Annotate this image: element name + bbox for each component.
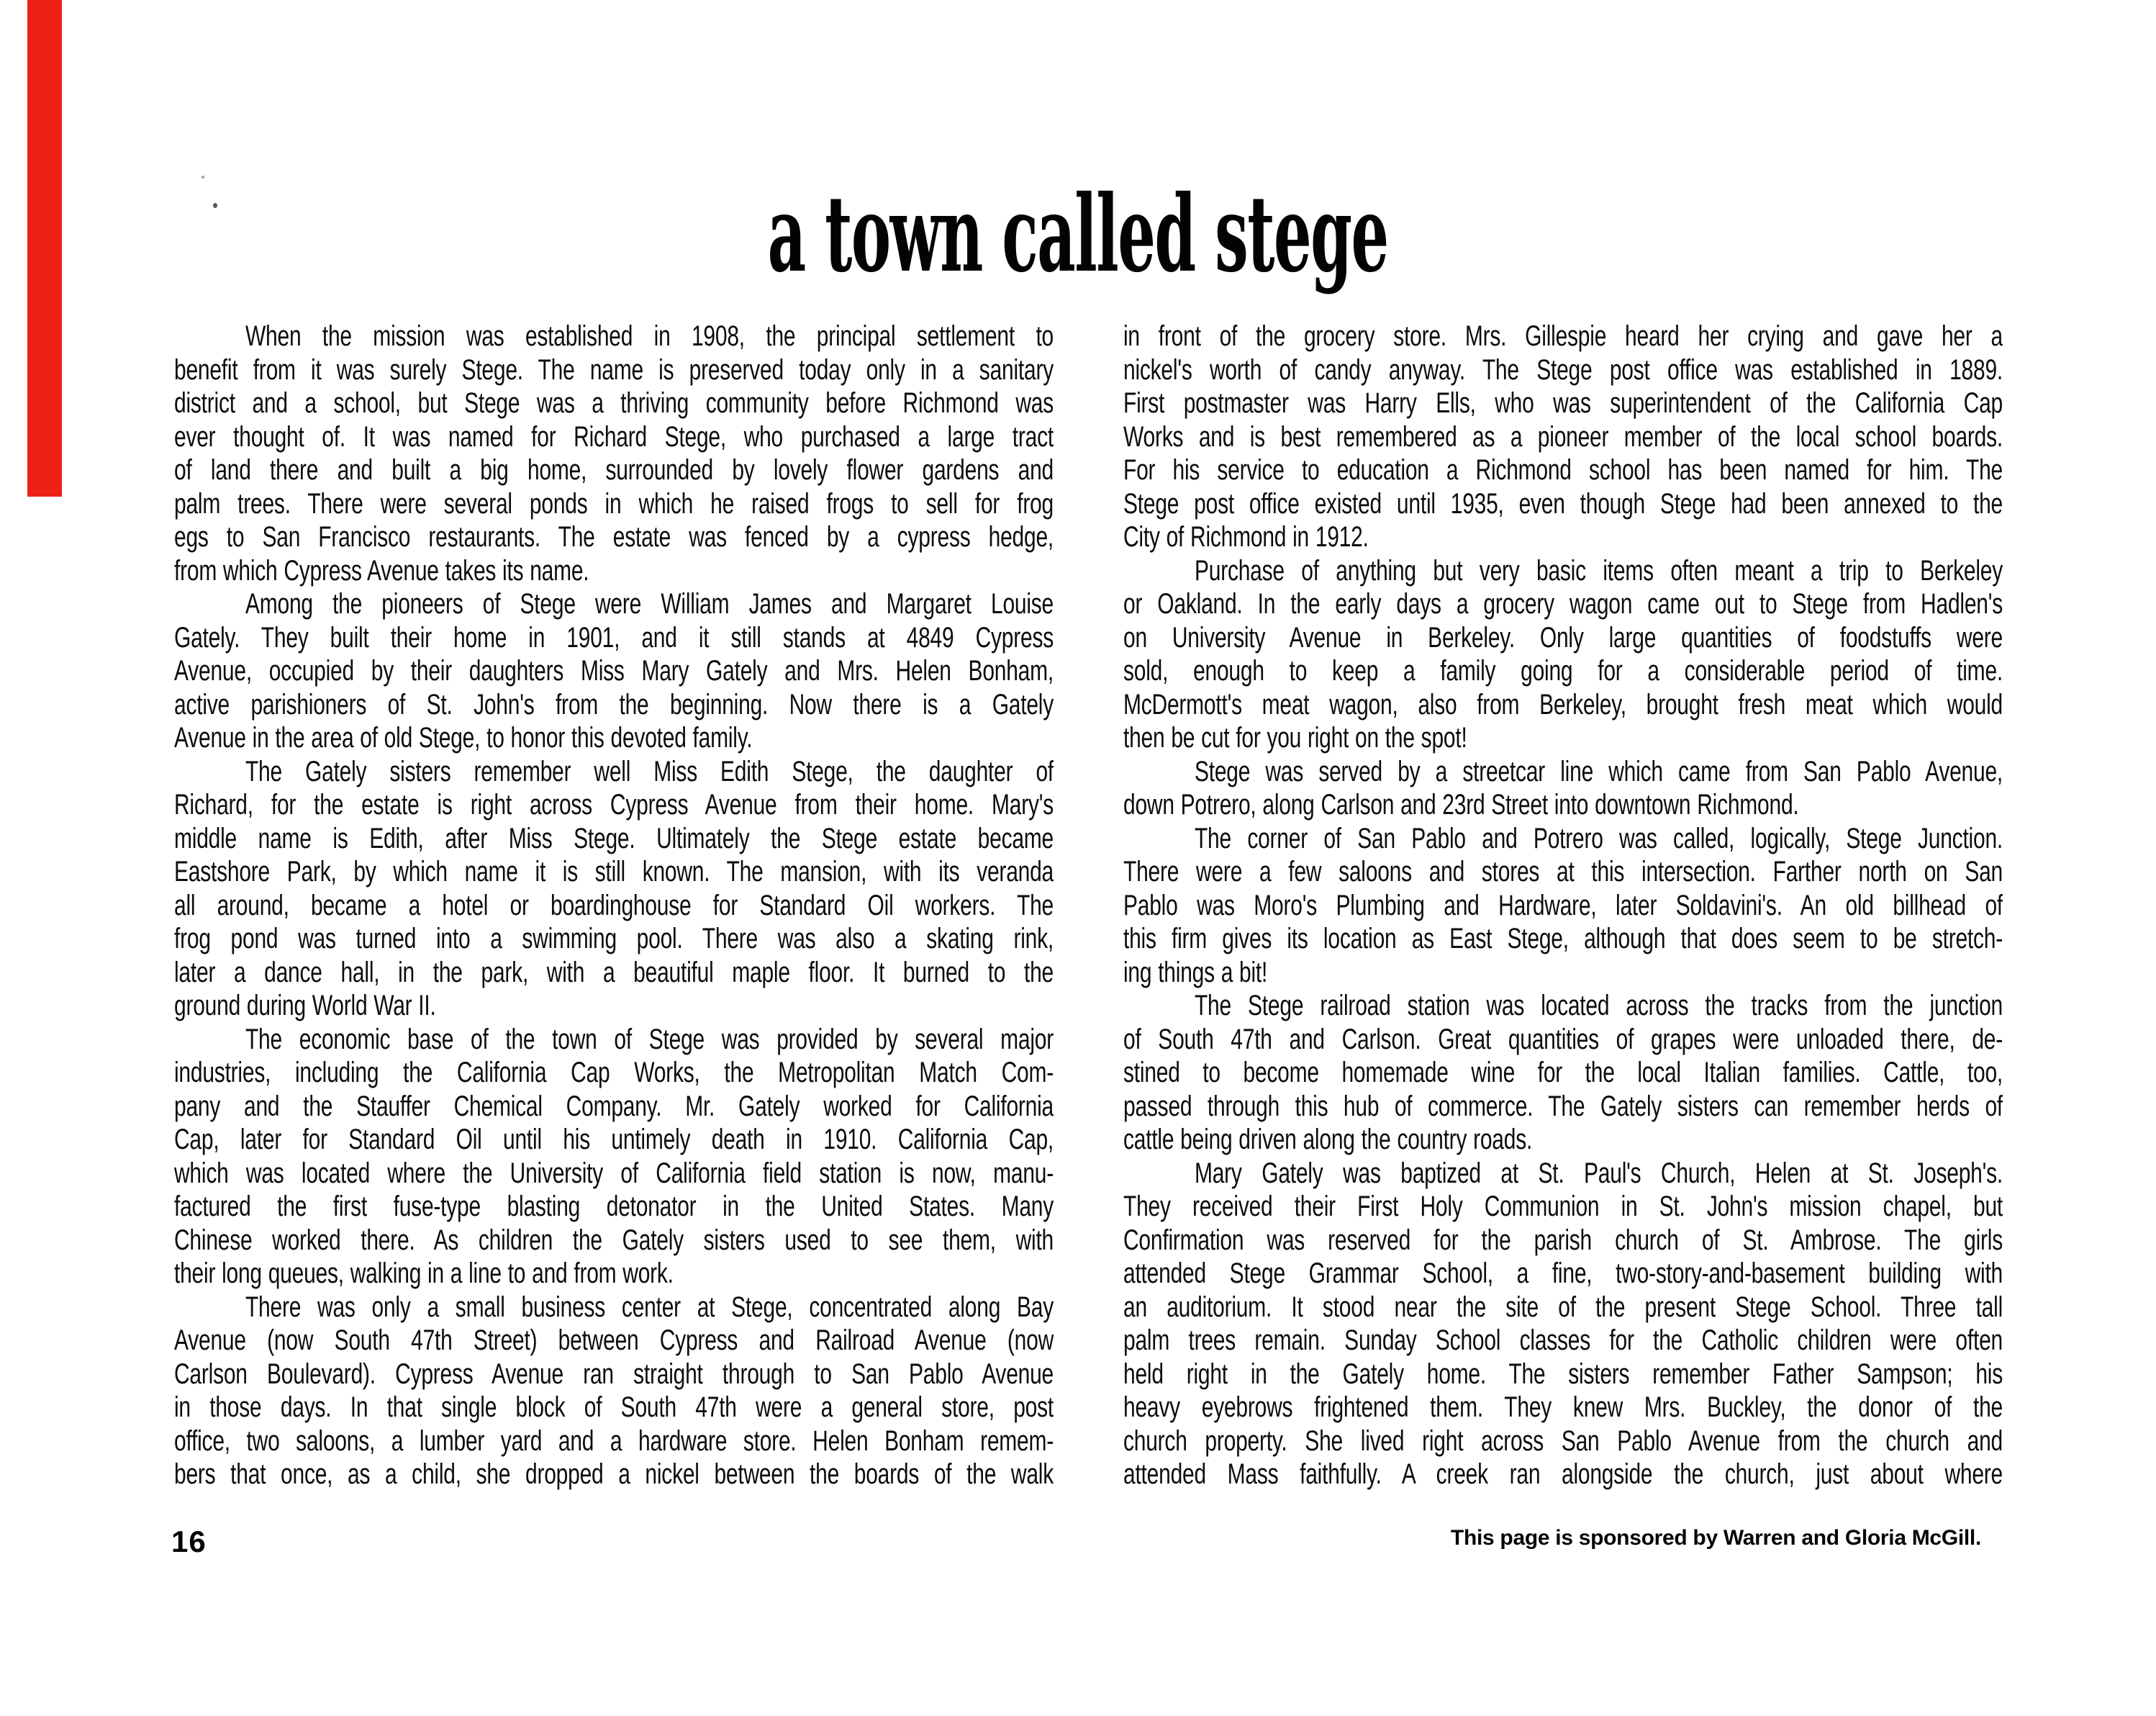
page-number: 16: [171, 1525, 207, 1558]
text-line: middle name is Edith, after Miss Stege. Ultimately the Stege estate became: [174, 822, 1054, 854]
text-line: Carlson Boulevard). Cypress Avenue ran straight through to San Pablo Avenue: [174, 1358, 1054, 1390]
text-line: passed through this hub of commerce. The Gately sisters can remember herds of: [1123, 1090, 2003, 1122]
text-line: down Potrero, along Carlson and 23rd Street into downtown Richmond.: [1123, 789, 1799, 821]
text-line: in front of the grocery store. Mrs. Gillespie heard her crying and gave her a: [1123, 320, 2003, 352]
text-line: attended Stege Grammar School, a fine, two-story-and-basement building with: [1123, 1257, 2003, 1289]
text-line: Gately. They built their home in 1901, and it still stands at 4849 Cypress: [174, 621, 1054, 654]
text-line: sold, enough to keep a family going for a considerable period of time.: [1123, 655, 2003, 687]
text-line: First postmaster was Harry Ells, who was superintendent of the California Cap: [1123, 387, 2003, 419]
text-line: ing things a bit!: [1123, 956, 1268, 988]
text-line: frog pond was turned into a swimming pool. There was also a skating rink,: [174, 923, 1054, 954]
text-line: held right in the Gately home. The sisters remember Father Sampson; his: [1123, 1358, 2003, 1390]
text-line: all around, became a hotel or boardinghouse for Standard Oil workers. The: [174, 889, 1054, 921]
text-line: The Stege railroad station was located across the tracks from the junction: [1194, 990, 2003, 1021]
text-line: this firm gives its location as East Stege, although that does seem to be stretch-: [1123, 923, 2003, 954]
text-line: of land there and built a big home, surrounded by lovely flower gardens and: [174, 454, 1054, 486]
text-line: church property. She lived right across San Pablo Avenue from the church and: [1123, 1424, 2003, 1457]
text-line: industries, including the California Cap Works, the Metropolitan Match Com-: [174, 1057, 1054, 1088]
text-line: Works and is best remembered as a pioneer member of the local school boards.: [1123, 420, 2003, 453]
text-line: cattle being driven along the country roads.: [1123, 1124, 1533, 1155]
text-line: Purchase of anything but very basic items often meant a trip to Berkeley: [1194, 554, 2003, 587]
text-line: benefit from it was surely Stege. The name is preserved today only in a sanitary: [174, 353, 1054, 386]
text-line: from which Cypress Avenue takes its name.: [174, 554, 589, 587]
text-line: an auditorium. It stood near the site of the present Stege School. Three tall: [1123, 1291, 2003, 1323]
text-line: Eastshore Park, by which name it is still known. The mansion, with its veranda: [174, 856, 1054, 888]
text-line: nickel's worth of candy anyway. The Stege post office was established in 1889.: [1123, 353, 2003, 386]
text-line: Stege was served by a streetcar line which came from San Pablo Avenue,: [1194, 755, 2003, 787]
text-line: There were a few saloons and stores at this intersection. Farther north on San: [1123, 856, 2003, 888]
text-line: factured the first fuse-type blasting detonator in the United States. Many: [174, 1191, 1054, 1222]
text-line: district and a school, but Stege was a thriving community before Richmond was: [174, 387, 1054, 419]
text-line: Avenue in the area of old Stege, to honor this devoted family.: [174, 722, 753, 754]
text-line: Richard, for the estate is right across Cypress Avenue from their home. Mary's: [174, 789, 1054, 821]
text-line: on University Avenue in Berkeley. Only large quantities of foodstuffs were: [1123, 621, 2003, 654]
text-line: Confirmation was reserved for the parish church of St. Ambrose. The girls: [1123, 1224, 2003, 1256]
text-line: active parishioners of St. John's from the beginning. Now there is a Gately: [174, 688, 1054, 721]
page-title: [0, 171, 2156, 296]
text-line: Avenue (now South 47th Street) between Cypress and Railroad Avenue (now: [174, 1324, 1054, 1356]
text-line: ground during World War II.: [174, 990, 436, 1021]
text-line: palm trees remain. Sunday School classes for the Catholic children were often: [1123, 1324, 2003, 1356]
text-line: Stege post office existed until 1935, even though Stege had been annexed to the: [1123, 487, 2003, 520]
text-line: Chinese worked there. As children the Gately sisters used to see them, with: [174, 1224, 1054, 1256]
sponsor-line: This page is sponsored by Warren and Gloria McGill.: [1450, 1526, 1981, 1550]
text-line: The Gately sisters remember well Miss Edith Stege, the daughter of: [245, 755, 1054, 787]
text-line: The economic base of the town of Stege was provided by several major: [245, 1023, 1054, 1055]
scan-speck: [201, 176, 204, 179]
text-line: ever thought of. It was named for Richard Stege, who purchased a large tract: [174, 420, 1054, 453]
page-title-text: a town called stege: [767, 171, 1388, 296]
text-line: then be cut for you right on the spot!: [1123, 722, 1467, 754]
text-line: There was only a small business center at Stege, concentrated along Bay: [245, 1291, 1054, 1323]
text-line: City of Richmond in 1912.: [1123, 521, 1369, 553]
text-line: Among the pioneers of Stege were William James and Margaret Louise: [245, 588, 1054, 620]
text-line: or Oakland. In the early days a grocery wagon came out to Stege from Hadlen's: [1123, 588, 2003, 620]
text-line: stined to become homemade wine for the local Italian families. Cattle, too,: [1123, 1057, 2003, 1088]
text-line: which was located where the University of California field station is now, manu-: [174, 1157, 1054, 1189]
text-line: The corner of San Pablo and Potrero was called, logically, Stege Junction.: [1194, 822, 2003, 854]
text-line: McDermott's meat wagon, also from Berkeley, brought fresh meat which would: [1123, 688, 2003, 721]
text-line: For his service to education a Richmond school has been named for him. The: [1123, 454, 2003, 486]
right-text-column: [1123, 320, 2003, 1491]
text-line: Pablo was Moro's Plumbing and Hardware, later Soldavini's. An old billhead of: [1123, 889, 2003, 921]
text-line: Avenue, occupied by their daughters Miss Mary Gately and Mrs. Helen Bonham,: [174, 655, 1054, 687]
text-line: attended Mass faithfully. A creek ran alongside the church, just about where: [1123, 1458, 2003, 1490]
text-line: in those days. In that single block of South 47th were a general store, post: [174, 1391, 1054, 1423]
text-line: Mary Gately was baptized at St. Paul's Church, Helen at St. Joseph's.: [1194, 1157, 2003, 1189]
text-line: palm trees. There were several ponds in which he raised frogs to sell for frog: [174, 487, 1054, 520]
text-line: Cap, later for Standard Oil until his untimely death in 1910. California Cap,: [174, 1124, 1054, 1155]
text-line: later a dance hall, in the park, with a beautiful maple floor. It burned to the: [174, 956, 1054, 988]
text-line: of South 47th and Carlson. Great quantities of grapes were unloaded there, de-: [1123, 1023, 2003, 1055]
text-line: When the mission was established in 1908, the principal settlement to: [245, 320, 1054, 352]
text-line: They received their First Holy Communion in St. John's mission chapel, but: [1123, 1191, 2003, 1222]
text-line: bers that once, as a child, she dropped a nickel between the boards of the walk: [174, 1458, 1054, 1490]
text-line: their long queues, walking in a line to and from work.: [174, 1257, 674, 1289]
text-line: heavy eyebrows frightened them. They knew Mrs. Buckley, the donor of the: [1123, 1391, 2003, 1423]
text-line: egs to San Francisco restaurants. The estate was fenced by a cypress hedge,: [174, 521, 1054, 553]
text-line: pany and the Stauffer Chemical Company. Mr. Gately worked for California: [174, 1090, 1054, 1122]
left-text-column: [174, 320, 1054, 1491]
text-line: office, two saloons, a lumber yard and a hardware store. Helen Bonham remem-: [174, 1424, 1054, 1457]
